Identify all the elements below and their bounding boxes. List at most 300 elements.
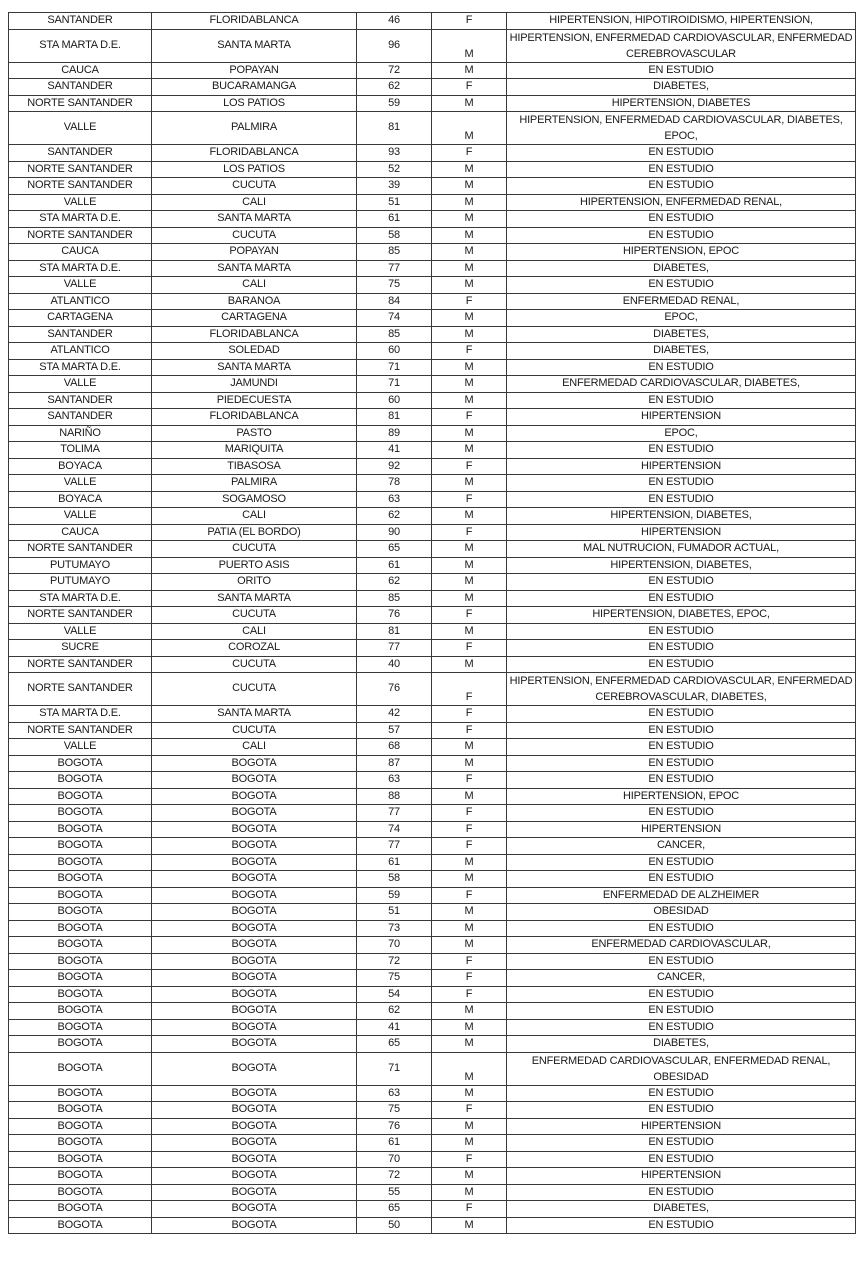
- diagnosis-cell: ENFERMEDAD CARDIOVASCULAR, DIABETES,: [507, 376, 856, 393]
- age-cell: 39: [357, 178, 432, 195]
- department-cell: BOGOTA: [9, 1019, 152, 1036]
- age-cell: 85: [357, 244, 432, 261]
- table-row: [9, 772, 856, 789]
- age-cell: 65: [357, 1201, 432, 1218]
- department-cell: STA MARTA D.E.: [9, 260, 152, 277]
- diagnosis-cell: EN ESTUDIO: [507, 62, 856, 79]
- city-cell: BOGOTA: [152, 854, 357, 871]
- diagnosis-cell: EN ESTUDIO: [507, 277, 856, 294]
- sex-cell: M: [432, 475, 507, 492]
- sex-cell: M: [432, 62, 507, 79]
- sex-cell: M: [432, 871, 507, 888]
- table-row: [9, 1151, 856, 1168]
- sex-cell: M: [432, 541, 507, 558]
- city-cell: CUCUTA: [152, 673, 357, 706]
- city-cell: PUERTO ASIS: [152, 557, 357, 574]
- table-row: [9, 970, 856, 987]
- age-cell: 41: [357, 1019, 432, 1036]
- city-cell: BOGOTA: [152, 986, 357, 1003]
- department-cell: BOGOTA: [9, 1184, 152, 1201]
- city-cell: BOGOTA: [152, 1019, 357, 1036]
- city-cell: CUCUTA: [152, 656, 357, 673]
- sex-cell: M: [432, 1052, 507, 1085]
- age-cell: 81: [357, 409, 432, 426]
- department-cell: VALLE: [9, 623, 152, 640]
- department-cell: NORTE SANTANDER: [9, 656, 152, 673]
- table-row: [9, 755, 856, 772]
- diagnosis-cell: HIPERTENSION, ENFERMEDAD RENAL,: [507, 194, 856, 211]
- diagnosis-cell: HIPERTENSION, DIABETES,: [507, 508, 856, 525]
- sex-cell: M: [432, 442, 507, 459]
- diagnosis-cell: EPOC,: [507, 310, 856, 327]
- department-cell: NORTE SANTANDER: [9, 673, 152, 706]
- department-cell: CARTAGENA: [9, 310, 152, 327]
- department-cell: NORTE SANTANDER: [9, 607, 152, 624]
- diagnosis-cell: EN ESTUDIO: [507, 1184, 856, 1201]
- sex-cell: M: [432, 244, 507, 261]
- city-cell: SANTA MARTA: [152, 29, 357, 62]
- sex-cell: F: [432, 409, 507, 426]
- diagnosis-cell: HIPERTENSION, EPOC: [507, 244, 856, 261]
- city-cell: CUCUTA: [152, 227, 357, 244]
- city-cell: COROZAL: [152, 640, 357, 657]
- sex-cell: M: [432, 739, 507, 756]
- table-row: [9, 887, 856, 904]
- city-cell: POPAYAN: [152, 62, 357, 79]
- department-cell: STA MARTA D.E.: [9, 211, 152, 228]
- age-cell: 61: [357, 1135, 432, 1152]
- sex-cell: F: [432, 491, 507, 508]
- diagnosis-cell: EN ESTUDIO: [507, 1003, 856, 1020]
- sex-cell: M: [432, 656, 507, 673]
- age-cell: 63: [357, 491, 432, 508]
- department-cell: BOGOTA: [9, 821, 152, 838]
- age-cell: 60: [357, 343, 432, 360]
- city-cell: PALMIRA: [152, 112, 357, 145]
- city-cell: ORITO: [152, 574, 357, 591]
- age-cell: 70: [357, 937, 432, 954]
- age-cell: 75: [357, 970, 432, 987]
- table-row: [9, 1036, 856, 1053]
- city-cell: BOGOTA: [152, 1201, 357, 1218]
- city-cell: BOGOTA: [152, 970, 357, 987]
- table-row: [9, 95, 856, 112]
- city-cell: CARTAGENA: [152, 310, 357, 327]
- city-cell: SANTA MARTA: [152, 260, 357, 277]
- department-cell: NARIÑO: [9, 425, 152, 442]
- department-cell: VALLE: [9, 376, 152, 393]
- department-cell: SUCRE: [9, 640, 152, 657]
- age-cell: 75: [357, 277, 432, 294]
- cases-table-body: [9, 13, 856, 1234]
- sex-cell: M: [432, 1036, 507, 1053]
- city-cell: CALI: [152, 739, 357, 756]
- diagnosis-cell: EN ESTUDIO: [507, 1135, 856, 1152]
- age-cell: 92: [357, 458, 432, 475]
- sex-cell: M: [432, 392, 507, 409]
- department-cell: CAUCA: [9, 62, 152, 79]
- age-cell: 50: [357, 1217, 432, 1234]
- sex-cell: F: [432, 805, 507, 822]
- city-cell: BOGOTA: [152, 821, 357, 838]
- city-cell: BOGOTA: [152, 871, 357, 888]
- age-cell: 77: [357, 640, 432, 657]
- diagnosis-cell: OBESIDAD: [507, 904, 856, 921]
- table-row: [9, 1085, 856, 1102]
- age-cell: 65: [357, 1036, 432, 1053]
- city-cell: BOGOTA: [152, 1052, 357, 1085]
- age-cell: 77: [357, 260, 432, 277]
- department-cell: BOGOTA: [9, 1201, 152, 1218]
- sex-cell: F: [432, 1201, 507, 1218]
- age-cell: 51: [357, 194, 432, 211]
- sex-cell: F: [432, 13, 507, 30]
- table-row: [9, 937, 856, 954]
- table-row: [9, 871, 856, 888]
- table-row: [9, 1201, 856, 1218]
- sex-cell: F: [432, 607, 507, 624]
- diagnosis-cell: DIABETES,: [507, 1036, 856, 1053]
- department-cell: BOGOTA: [9, 1052, 152, 1085]
- department-cell: TOLIMA: [9, 442, 152, 459]
- age-cell: 84: [357, 293, 432, 310]
- sex-cell: M: [432, 161, 507, 178]
- city-cell: CALI: [152, 508, 357, 525]
- diagnosis-cell: EN ESTUDIO: [507, 1085, 856, 1102]
- age-cell: 72: [357, 953, 432, 970]
- table-row: [9, 310, 856, 327]
- age-cell: 61: [357, 211, 432, 228]
- city-cell: BOGOTA: [152, 1118, 357, 1135]
- sex-cell: M: [432, 557, 507, 574]
- age-cell: 58: [357, 871, 432, 888]
- sex-cell: M: [432, 194, 507, 211]
- city-cell: CUCUTA: [152, 722, 357, 739]
- table-row: [9, 376, 856, 393]
- age-cell: 73: [357, 920, 432, 937]
- diagnosis-cell: EN ESTUDIO: [507, 211, 856, 228]
- age-cell: 55: [357, 1184, 432, 1201]
- city-cell: BOGOTA: [152, 937, 357, 954]
- age-cell: 41: [357, 442, 432, 459]
- department-cell: SANTANDER: [9, 145, 152, 162]
- table-row: [9, 953, 856, 970]
- diagnosis-cell: EN ESTUDIO: [507, 772, 856, 789]
- age-cell: 85: [357, 590, 432, 607]
- city-cell: BOGOTA: [152, 1036, 357, 1053]
- city-cell: PATIA (EL BORDO): [152, 524, 357, 541]
- table-row: [9, 326, 856, 343]
- table-row: [9, 1118, 856, 1135]
- city-cell: BOGOTA: [152, 1168, 357, 1185]
- sex-cell: F: [432, 293, 507, 310]
- age-cell: 81: [357, 623, 432, 640]
- age-cell: 58: [357, 227, 432, 244]
- city-cell: JAMUNDI: [152, 376, 357, 393]
- diagnosis-cell: HIPERTENSION, DIABETES, EPOC,: [507, 607, 856, 624]
- table-row: [9, 62, 856, 79]
- city-cell: CALI: [152, 194, 357, 211]
- age-cell: 77: [357, 805, 432, 822]
- sex-cell: M: [432, 178, 507, 195]
- city-cell: SANTA MARTA: [152, 211, 357, 228]
- department-cell: STA MARTA D.E.: [9, 29, 152, 62]
- age-cell: 78: [357, 475, 432, 492]
- diagnosis-cell: CANCER,: [507, 970, 856, 987]
- city-cell: SOGAMOSO: [152, 491, 357, 508]
- table-row: [9, 673, 856, 706]
- department-cell: BOGOTA: [9, 937, 152, 954]
- department-cell: BOGOTA: [9, 772, 152, 789]
- age-cell: 46: [357, 13, 432, 30]
- city-cell: FLORIDABLANCA: [152, 13, 357, 30]
- department-cell: BOGOTA: [9, 755, 152, 772]
- sex-cell: M: [432, 425, 507, 442]
- diagnosis-cell: HIPERTENSION: [507, 409, 856, 426]
- city-cell: FLORIDABLANCA: [152, 145, 357, 162]
- table-row: [9, 590, 856, 607]
- table-row: [9, 227, 856, 244]
- city-cell: BOGOTA: [152, 953, 357, 970]
- table-row: [9, 13, 856, 30]
- table-row: [9, 607, 856, 624]
- sex-cell: F: [432, 838, 507, 855]
- department-cell: STA MARTA D.E.: [9, 590, 152, 607]
- department-cell: BOGOTA: [9, 904, 152, 921]
- diagnosis-cell: EN ESTUDIO: [507, 755, 856, 772]
- sex-cell: F: [432, 458, 507, 475]
- department-cell: NORTE SANTANDER: [9, 161, 152, 178]
- sex-cell: F: [432, 887, 507, 904]
- table-row: [9, 425, 856, 442]
- diagnosis-cell: ENFERMEDAD RENAL,: [507, 293, 856, 310]
- city-cell: TIBASOSA: [152, 458, 357, 475]
- table-row: [9, 739, 856, 756]
- sex-cell: F: [432, 986, 507, 1003]
- sex-cell: M: [432, 310, 507, 327]
- diagnosis-cell: HIPERTENSION: [507, 1168, 856, 1185]
- table-row: [9, 293, 856, 310]
- sex-cell: F: [432, 722, 507, 739]
- diagnosis-cell: EN ESTUDIO: [507, 1102, 856, 1119]
- sex-cell: M: [432, 1085, 507, 1102]
- diagnosis-cell: ENFERMEDAD CARDIOVASCULAR,: [507, 937, 856, 954]
- diagnosis-cell: EN ESTUDIO: [507, 953, 856, 970]
- age-cell: 85: [357, 326, 432, 343]
- table-row: [9, 409, 856, 426]
- diagnosis-cell: HIPERTENSION: [507, 458, 856, 475]
- age-cell: 62: [357, 574, 432, 591]
- table-row: [9, 79, 856, 96]
- diagnosis-cell: EN ESTUDIO: [507, 871, 856, 888]
- department-cell: BOGOTA: [9, 788, 152, 805]
- diagnosis-cell: EN ESTUDIO: [507, 739, 856, 756]
- department-cell: BOGOTA: [9, 970, 152, 987]
- city-cell: CUCUTA: [152, 541, 357, 558]
- table-row: [9, 1135, 856, 1152]
- table-row: [9, 640, 856, 657]
- diagnosis-cell: EN ESTUDIO: [507, 1151, 856, 1168]
- department-cell: NORTE SANTANDER: [9, 178, 152, 195]
- age-cell: 76: [357, 607, 432, 624]
- table-row: [9, 392, 856, 409]
- city-cell: BOGOTA: [152, 772, 357, 789]
- table-row: [9, 1052, 856, 1085]
- age-cell: 75: [357, 1102, 432, 1119]
- city-cell: BOGOTA: [152, 788, 357, 805]
- table-row: [9, 29, 856, 62]
- diagnosis-cell: DIABETES,: [507, 260, 856, 277]
- city-cell: MARIQUITA: [152, 442, 357, 459]
- city-cell: LOS PATIOS: [152, 161, 357, 178]
- sex-cell: M: [432, 854, 507, 871]
- sex-cell: F: [432, 953, 507, 970]
- department-cell: BOGOTA: [9, 1151, 152, 1168]
- age-cell: 63: [357, 1085, 432, 1102]
- diagnosis-cell: EN ESTUDIO: [507, 1019, 856, 1036]
- city-cell: CUCUTA: [152, 607, 357, 624]
- age-cell: 62: [357, 508, 432, 525]
- diagnosis-cell: EN ESTUDIO: [507, 161, 856, 178]
- age-cell: 76: [357, 673, 432, 706]
- department-cell: ATLANTICO: [9, 293, 152, 310]
- age-cell: 93: [357, 145, 432, 162]
- diagnosis-cell: EN ESTUDIO: [507, 590, 856, 607]
- department-cell: VALLE: [9, 112, 152, 145]
- table-row: [9, 920, 856, 937]
- department-cell: VALLE: [9, 194, 152, 211]
- sex-cell: M: [432, 1168, 507, 1185]
- sex-cell: M: [432, 1217, 507, 1234]
- table-row: [9, 788, 856, 805]
- department-cell: NORTE SANTANDER: [9, 722, 152, 739]
- diagnosis-cell: HIPERTENSION, ENFERMEDAD CARDIOVASCULAR, ENFERMEDAD CEREBROVASCULAR: [507, 29, 856, 62]
- table-row: [9, 1102, 856, 1119]
- diagnosis-cell: HIPERTENSION, HIPOTIROIDISMO, HIPERTENSION,: [507, 13, 856, 30]
- table-row: [9, 986, 856, 1003]
- age-cell: 96: [357, 29, 432, 62]
- city-cell: BOGOTA: [152, 920, 357, 937]
- department-cell: VALLE: [9, 475, 152, 492]
- sex-cell: F: [432, 145, 507, 162]
- city-cell: SANTA MARTA: [152, 590, 357, 607]
- sex-cell: M: [432, 95, 507, 112]
- age-cell: 81: [357, 112, 432, 145]
- city-cell: BARANOA: [152, 293, 357, 310]
- department-cell: BOGOTA: [9, 953, 152, 970]
- department-cell: SANTANDER: [9, 392, 152, 409]
- sex-cell: M: [432, 574, 507, 591]
- diagnosis-cell: EN ESTUDIO: [507, 491, 856, 508]
- sex-cell: M: [432, 1003, 507, 1020]
- diagnosis-cell: ENFERMEDAD DE ALZHEIMER: [507, 887, 856, 904]
- age-cell: 61: [357, 854, 432, 871]
- city-cell: BOGOTA: [152, 887, 357, 904]
- age-cell: 60: [357, 392, 432, 409]
- sex-cell: F: [432, 821, 507, 838]
- table-row: [9, 623, 856, 640]
- city-cell: SANTA MARTA: [152, 359, 357, 376]
- diagnosis-cell: EN ESTUDIO: [507, 706, 856, 723]
- table-row: [9, 442, 856, 459]
- department-cell: BOGOTA: [9, 1036, 152, 1053]
- age-cell: 71: [357, 376, 432, 393]
- city-cell: SANTA MARTA: [152, 706, 357, 723]
- department-cell: BOGOTA: [9, 1003, 152, 1020]
- diagnosis-cell: EN ESTUDIO: [507, 920, 856, 937]
- sex-cell: M: [432, 590, 507, 607]
- sex-cell: M: [432, 260, 507, 277]
- table-row: [9, 524, 856, 541]
- city-cell: BOGOTA: [152, 838, 357, 855]
- sex-cell: M: [432, 920, 507, 937]
- diagnosis-cell: HIPERTENSION: [507, 524, 856, 541]
- diagnosis-cell: EN ESTUDIO: [507, 986, 856, 1003]
- department-cell: BOGOTA: [9, 1118, 152, 1135]
- table-row: [9, 1168, 856, 1185]
- table-row: [9, 1184, 856, 1201]
- diagnosis-cell: ENFERMEDAD CARDIOVASCULAR, ENFERMEDAD RENAL, OBESIDAD: [507, 1052, 856, 1085]
- department-cell: SANTANDER: [9, 79, 152, 96]
- city-cell: FLORIDABLANCA: [152, 409, 357, 426]
- sex-cell: F: [432, 706, 507, 723]
- city-cell: BOGOTA: [152, 1102, 357, 1119]
- table-row: [9, 458, 856, 475]
- age-cell: 62: [357, 79, 432, 96]
- age-cell: 51: [357, 904, 432, 921]
- diagnosis-cell: MAL NUTRUCION, FUMADOR ACTUAL,: [507, 541, 856, 558]
- department-cell: BOGOTA: [9, 920, 152, 937]
- age-cell: 76: [357, 1118, 432, 1135]
- city-cell: CALI: [152, 277, 357, 294]
- age-cell: 52: [357, 161, 432, 178]
- city-cell: BUCARAMANGA: [152, 79, 357, 96]
- table-row: [9, 821, 856, 838]
- table-row: [9, 277, 856, 294]
- city-cell: BOGOTA: [152, 805, 357, 822]
- department-cell: BOGOTA: [9, 838, 152, 855]
- diagnosis-cell: EN ESTUDIO: [507, 805, 856, 822]
- table-row: [9, 706, 856, 723]
- city-cell: POPAYAN: [152, 244, 357, 261]
- city-cell: BOGOTA: [152, 755, 357, 772]
- table-row: [9, 260, 856, 277]
- table-row: [9, 904, 856, 921]
- city-cell: BOGOTA: [152, 904, 357, 921]
- age-cell: 72: [357, 1168, 432, 1185]
- diagnosis-cell: EN ESTUDIO: [507, 1217, 856, 1234]
- sex-cell: M: [432, 29, 507, 62]
- city-cell: FLORIDABLANCA: [152, 326, 357, 343]
- table-row: [9, 541, 856, 558]
- department-cell: PUTUMAYO: [9, 557, 152, 574]
- sex-cell: F: [432, 970, 507, 987]
- city-cell: CALI: [152, 623, 357, 640]
- department-cell: BOYACA: [9, 491, 152, 508]
- diagnosis-cell: HIPERTENSION, EPOC: [507, 788, 856, 805]
- age-cell: 88: [357, 788, 432, 805]
- sex-cell: M: [432, 1184, 507, 1201]
- city-cell: CUCUTA: [152, 178, 357, 195]
- department-cell: ATLANTICO: [9, 343, 152, 360]
- sex-cell: M: [432, 755, 507, 772]
- sex-cell: F: [432, 772, 507, 789]
- department-cell: VALLE: [9, 508, 152, 525]
- cases-table: [8, 12, 856, 1234]
- table-row: [9, 656, 856, 673]
- table-row: [9, 1217, 856, 1234]
- table-row: [9, 491, 856, 508]
